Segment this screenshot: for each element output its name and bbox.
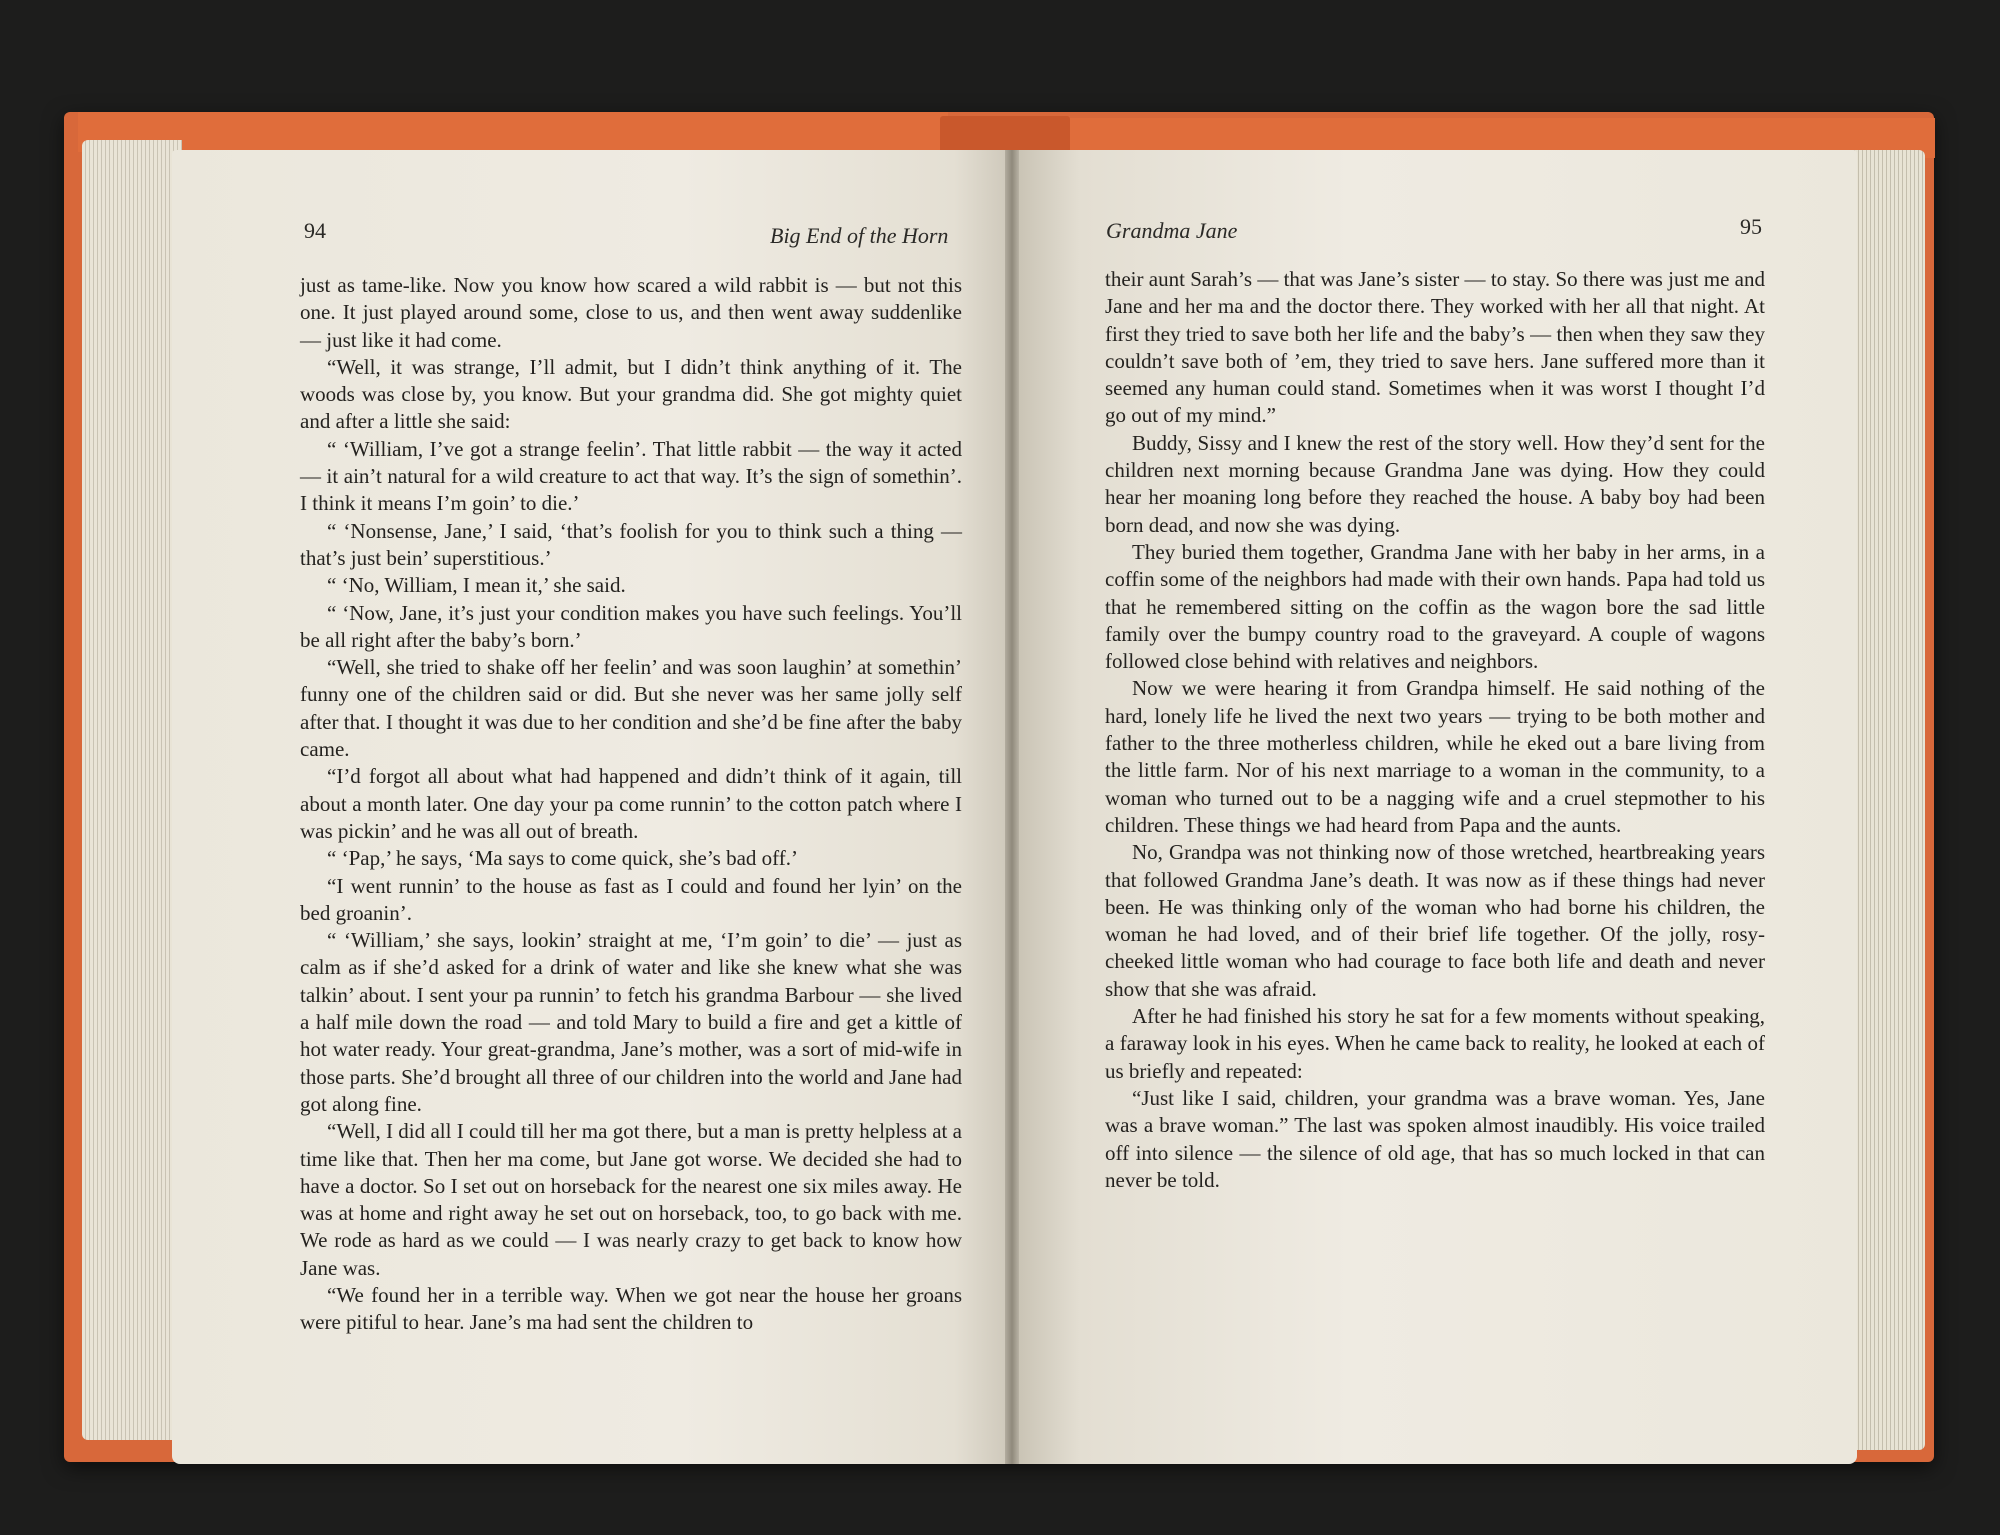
book-spine xyxy=(940,116,1070,154)
right-page-body xyxy=(1105,266,1765,1194)
paragraph: “Well, she tried to shake off her feelin’ and was soon laughin’ at somethin’ funny one of the children said or did. But she never was her same jolly self after that. I thought it was due to her condition and she’d be fine after the baby came. xyxy=(300,655,962,762)
paragraph: “ ‘William, I’ve got a strange feelin’. That little rabbit — the way it acted — it ain’t natural for a wild creature to act that way. It’s the sign of somethin’. I think it means I’m goin’ to die.’ xyxy=(300,436,962,516)
left-page-number: 94 xyxy=(304,218,326,243)
paragraph: Now we were hearing it from Grandpa himself. He said nothing of the hard, lonely life he lived the next two years — trying to be both mother and father to the three motherless children, while he eked out a bare living from the little farm. Nor of his next marriage to a woman in the community, to a woman who turned out to be a nagging wife and a cruel stepmother to his children. These things we had heard from Papa and the aunts. xyxy=(1105,676,1765,837)
paragraph: “ ‘No, William, I mean it,’ she said. xyxy=(327,573,626,598)
paragraph: just as tame-like. Now you know how scared a wild rabbit is — but not this one. It just played around some, close to us, and then went away suddenlike — just like it had come. xyxy=(300,273,962,352)
book-gutter xyxy=(1005,150,1019,1464)
paragraph: Buddy, Sissy and I knew the rest of the story well. How they’d sent for the children next morning because Grandma Jane was dying. How they could hear her moaning long before they reached the house. A baby boy had been born dead, and now she was dying. xyxy=(1105,430,1765,537)
cover-edge-left xyxy=(78,112,948,152)
paragraph: “ ‘Nonsense, Jane,’ I said, ‘that’s foolish for you to think such a thing — that’s just bein’ superstitious.’ xyxy=(300,518,962,570)
paragraph: “I’d forgot all about what had happened and didn’t think of it again, till about a month later. One day your pa come runnin’ to the cotton patch where I was pickin’ and he was all out of breath. xyxy=(300,764,962,843)
paragraph: “ ‘Pap,’ he says, ‘Ma says to come quick, she’s bad off.’ xyxy=(327,846,799,871)
paragraph: “ ‘Now, Jane, it’s just your condition makes you have such feelings. You’ll be all right after the baby’s born.’ xyxy=(300,600,962,652)
paragraph: “Just like I said, children, your grandma was a brave woman. Yes, Jane was a brave woman.” The last was spoken almost inaudibly. His voice trailed off into silence — the silence of old age, that has so much locked in that can never be told. xyxy=(1105,1085,1765,1192)
paragraph: After he had finished his story he sat for a few moments without speaking, a faraway look in his eyes. When he came back to reality, he looked at each of us briefly and repeated: xyxy=(1105,1004,1765,1083)
paragraph: “We found her in a terrible way. When we got near the house her groans were pitiful to hear. Jane’s ma had sent the children to xyxy=(300,1282,962,1335)
paragraph: “I went runnin’ to the house as fast as I could and found her lyin’ on the bed groanin’. xyxy=(300,873,962,925)
paragraph: “Well, it was strange, I’ll admit, but I didn’t think anything of it. The woods was close by, you know. But your grandma did. She got mighty quiet and after a little she said: xyxy=(300,354,962,434)
paragraph: “ ‘William,’ she says, lookin’ straight at me, ‘I’m goin’ to die’ — just as calm as if she’d asked for a drink of water and like she knew what she was talkin’ about. I sent your pa runnin’ to fetch his grandma Barbour — she lived a half mile down the road — and told Mary to build a fire and get a kittle of hot water ready. Your great-grandma, Jane’s mother, was a sort of mid-wife in those parts. She’d brought all three of our children into the world and Jane had got along fine. xyxy=(300,928,962,1116)
paragraph: They buried them together, Grandma Jane with her baby in her arms, in a coffin some of the neighbors had made with their own hands. Papa had told us that he remembered sitting on the coffin as the wagon bore the sad little family over the bumpy country road to the graveyard. A couple of wagons followed close behind with relatives and neighbors. xyxy=(1105,539,1765,674)
paragraph: No, Grandpa was not thinking now of those wretched, heartbreaking years that followed Grandma Jane’s death. It was now as if these things had never been. He was thinking only of the woman who had borne his children, the woman he had loved, and of their brief life together. Of the jolly, rosy-cheeked little woman who had courage to face both life and death and never show that she was afraid. xyxy=(1105,840,1765,1001)
paragraph: “Well, I did all I could till her ma got there, but a man is pretty helpless at a time like that. Then her ma come, but Jane got worse. We decided she had to have a doctor. So I set out on horseback for the nearest one six miles away. He was at home and right away he set out on horseback, too, to go back with me. We rode as hard as we could — I was nearly crazy to get back to know how Jane was. xyxy=(300,1119,962,1280)
right-running-head: Grandma Jane xyxy=(1106,218,1238,243)
paragraph: their aunt Sarah’s — that was Jane’s sister — to stay. So there was just me and Jane and her ma and the doctor there. They worked with her all that night. At first they tried to save both her life and the baby’s — then when they saw they couldn’t save both of ’em, they tried to save hers. Jane suffered more than it seemed any human could stand. Sometimes when it was worst I thought I’d go out of my mind.” xyxy=(1105,267,1765,428)
right-page-number: 95 xyxy=(1740,214,1762,239)
left-running-head: Big End of the Horn xyxy=(770,223,949,248)
left-page-body xyxy=(300,272,962,1337)
page-edges-left xyxy=(82,140,182,1440)
